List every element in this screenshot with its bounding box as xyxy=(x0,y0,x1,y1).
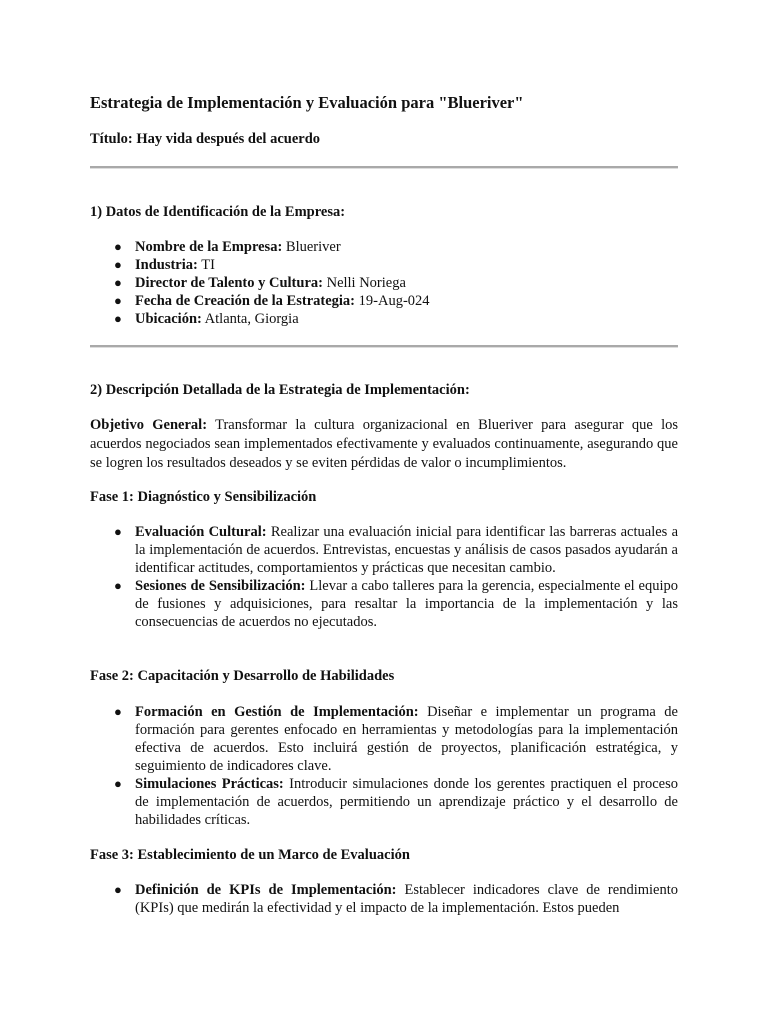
horizontal-rule xyxy=(90,166,678,169)
phase-3-list xyxy=(90,881,678,917)
bullet-icon: ● xyxy=(114,776,122,791)
item-label: Formación en Gestión de Implementación: xyxy=(135,704,419,720)
item-label: Fecha de Creación de la Estrategia: xyxy=(135,293,356,309)
section-heading-strategy: 2) Descripción Detallada de la Estrategia de Implementación: xyxy=(90,382,470,398)
item-value: Nelli Noriega xyxy=(322,275,406,291)
item-label: Definición de KPIs de Implementación: xyxy=(135,882,397,898)
list-item xyxy=(90,577,678,631)
item-text: Llevar a cabo talleres para la gerencia, especialmente el equipo de fusiones y adquisiciones, para resaltar la importancia de la implementación y las consecuencias de acuerdos no ejecutados. xyxy=(135,578,679,630)
document-subtitle: Título: Hay vida después del acuerdo xyxy=(90,131,321,147)
bullet-icon: ● xyxy=(114,524,122,539)
bullet-icon: ● xyxy=(114,293,122,308)
document-title: Estrategia de Implementación y Evaluación para "Blueriver" xyxy=(90,93,524,112)
list-item xyxy=(90,256,678,274)
list-item xyxy=(90,703,678,775)
bullet-icon: ● xyxy=(114,311,122,326)
list-item xyxy=(90,523,678,577)
list-item xyxy=(90,292,678,310)
list-item xyxy=(90,775,678,829)
item-label: Evaluación Cultural: xyxy=(135,524,267,540)
section-heading-identification: 1) Datos de Identificación de la Empresa: xyxy=(90,204,346,220)
item-text: Diseñar e implementar un programa de formación para gerentes enfocado en herramientas y metodologías para la implementación efectiva de acuerdos. Esto incluirá gestión de proyectos, planificación estratégica, y seguimiento de indicadores clave. xyxy=(135,704,678,774)
page-bottom-margin xyxy=(0,922,768,1024)
list-item xyxy=(90,238,678,256)
bullet-icon: ● xyxy=(114,578,122,593)
item-label: Industria: xyxy=(135,257,198,273)
bullet-icon: ● xyxy=(114,275,122,290)
list-item xyxy=(90,310,678,328)
bullet-icon: ● xyxy=(114,257,122,272)
horizontal-rule xyxy=(90,345,678,348)
item-label: Director de Talento y Cultura: xyxy=(135,275,323,291)
item-text: Establecer indicadores clave de rendimiento (KPIs) que medirán la efectividad y el impacto de la implementación. Estos pueden xyxy=(135,882,678,916)
item-label: Sesiones de Sensibilización: xyxy=(135,578,306,594)
bullet-icon: ● xyxy=(114,704,122,719)
list-item xyxy=(90,274,678,292)
phase-heading-1: Fase 1: Diagnóstico y Sensibilización xyxy=(90,489,317,505)
item-value: TI xyxy=(197,257,215,273)
item-text: Introducir simulaciones donde los gerentes practiquen el proceso de implementación de acuerdos, permitiendo un aprendizaje práctico y el desarrollo de habilidades críticas. xyxy=(135,776,678,828)
identification-list xyxy=(90,238,678,328)
item-label: Nombre de la Empresa: xyxy=(135,239,283,255)
objective-paragraph xyxy=(90,416,678,473)
phase-heading-3: Fase 3: Establecimiento de un Marco de Evaluación xyxy=(90,847,410,863)
bullet-icon: ● xyxy=(114,239,122,254)
item-label: Simulaciones Prácticas: xyxy=(135,776,284,792)
item-value: 19-Aug-024 xyxy=(355,293,430,309)
objective-text: Transformar la cultura organizacional en Blueriver para asegurar que los acuerdos negociados sean implementados efectivamente y evaluados continuamente, asegurando que se logren los resultados deseados y se eviten pérdidas de valor o incumplimientos. xyxy=(90,417,678,471)
phase-1-list xyxy=(90,523,678,631)
objective-label: Objetivo General: xyxy=(90,417,208,433)
item-text: Realizar una evaluación inicial para identificar las barreras actuales a la implementación de acuerdos. Entrevistas, encuestas y análisis de casos pasados ayudarán a identificar actitudes, comportamientos y prácticas que necesitan cambio. xyxy=(135,524,679,576)
list-item xyxy=(90,881,678,917)
phase-2-list xyxy=(90,703,678,829)
item-value: Blueriver xyxy=(282,239,341,255)
bullet-icon: ● xyxy=(114,882,122,897)
phase-heading-2: Fase 2: Capacitación y Desarrollo de Habilidades xyxy=(90,668,395,684)
item-label: Ubicación: xyxy=(135,311,202,327)
item-value: Atlanta, Giorgia xyxy=(201,311,299,327)
